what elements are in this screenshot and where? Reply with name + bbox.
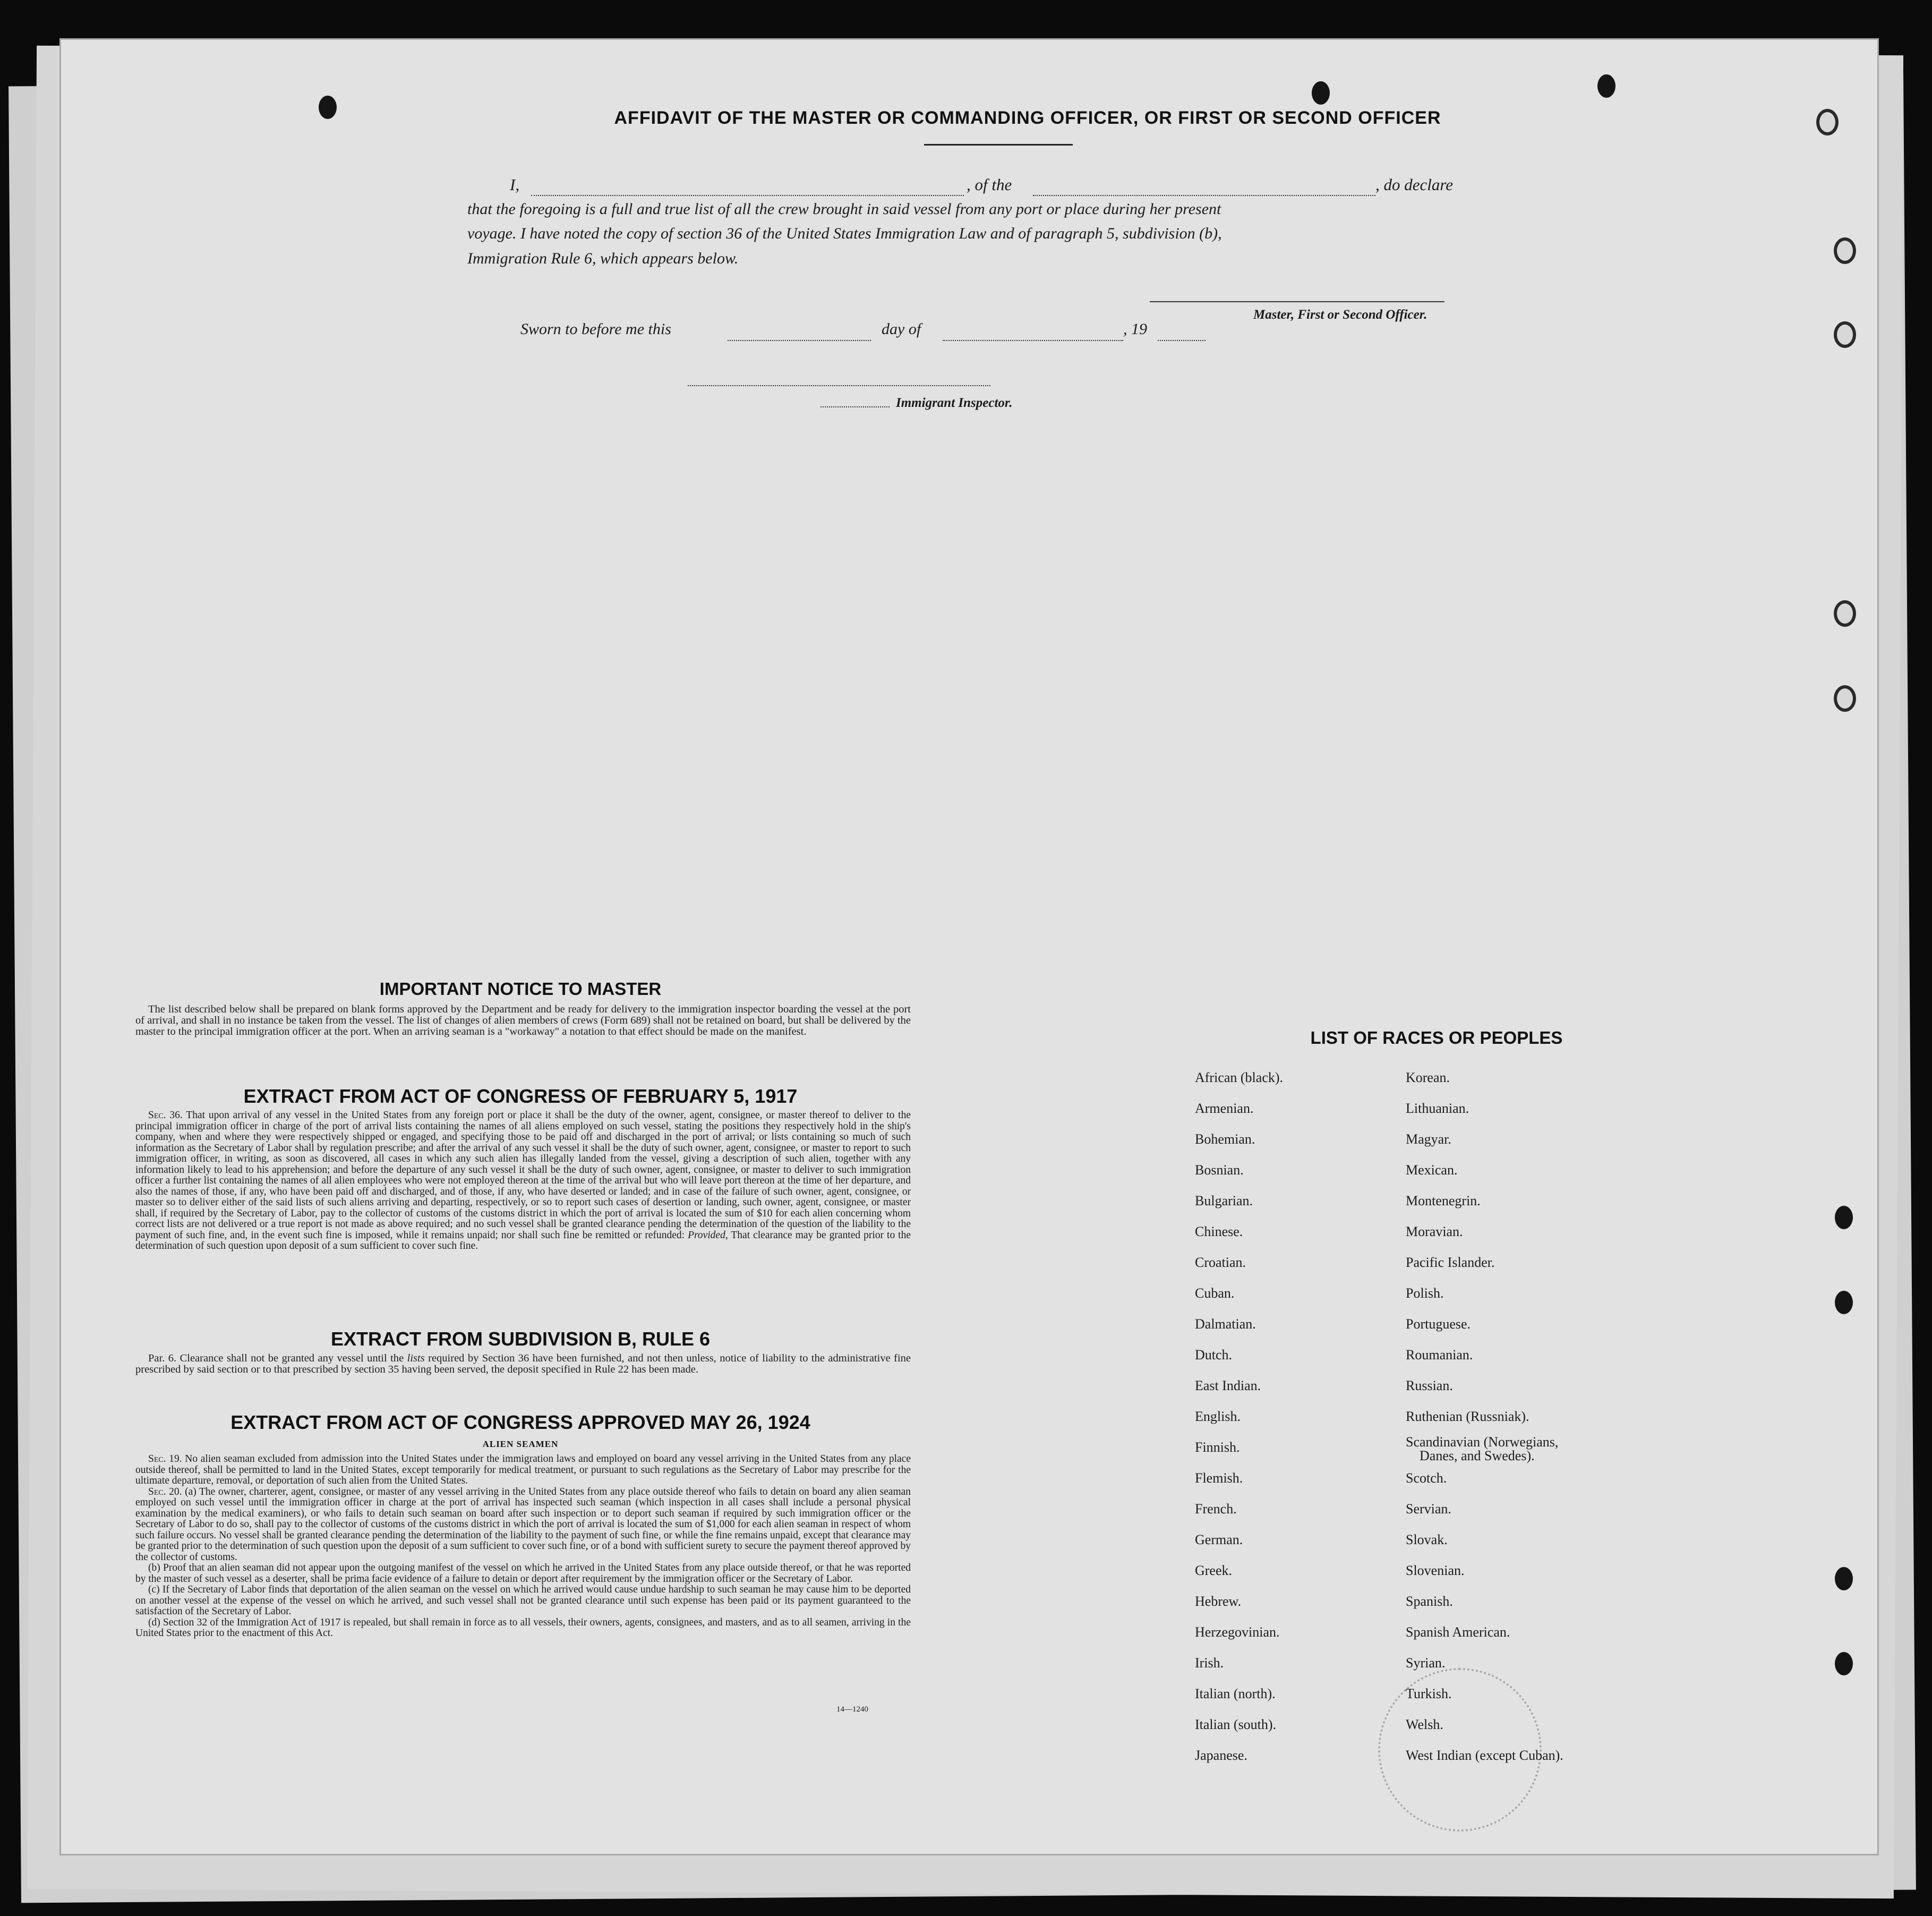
race-item: Pacific Islander. <box>1406 1255 1495 1270</box>
race-item: Armenian. <box>1195 1101 1254 1116</box>
race-item: Moravian. <box>1406 1224 1463 1239</box>
sec-20-label: Sec. 20. <box>148 1486 182 1497</box>
sworn-day-blank <box>728 340 871 341</box>
race-item: Polish. <box>1406 1285 1444 1301</box>
race-item: Croatian. <box>1195 1255 1246 1270</box>
subdivision-text <box>135 1353 911 1375</box>
race-item: Bosnian. <box>1195 1162 1244 1178</box>
race-item: Slovak. <box>1406 1532 1448 1547</box>
race-item: Bulgarian. <box>1195 1193 1253 1208</box>
punch-hole <box>1597 74 1615 98</box>
race-item: Montenegrin. <box>1406 1193 1481 1208</box>
punch-hole <box>1835 1567 1853 1590</box>
affidavit-line-3: voyage. I have noted the copy of section 36 of the United States Immigration Law and of paragraph 5, subdivision (b), <box>467 225 1222 242</box>
race-item: Herzegovinian. <box>1195 1624 1280 1640</box>
race-item: Scotch. <box>1406 1470 1447 1486</box>
par-6-end: required by Section 36 have been furnished, and not then unless, notice of liability to the administrative fine prescribed by said section or to that prescribed by section 35 having been served, the deposit specified in Rule 22 has been made. <box>135 1352 911 1375</box>
race-item: West Indian (except Cuban). <box>1406 1748 1563 1763</box>
document-page <box>61 40 1877 1854</box>
punch-hole <box>1835 1206 1853 1229</box>
race-item: African (black). <box>1195 1070 1284 1085</box>
race-item-continued: Danes, and Swedes). <box>1420 1448 1535 1463</box>
punch-hole <box>1834 237 1856 264</box>
race-item: Ruthenian (Russniak). <box>1406 1409 1529 1424</box>
race-item: Dutch. <box>1195 1347 1233 1363</box>
race-item: Bohemian. <box>1195 1131 1255 1147</box>
race-item: Greek. <box>1195 1563 1233 1578</box>
race-item: Welsh. <box>1406 1717 1443 1732</box>
sworn-month-blank <box>943 340 1123 341</box>
punch-hole <box>1835 1652 1853 1675</box>
par-6-start: Par. 6. Clearance shall not be granted any vessel until the <box>148 1352 404 1364</box>
race-item: Lithuanian. <box>1406 1101 1469 1116</box>
affidavit-do-declare: , do declare <box>1375 175 1454 194</box>
affidavit-of-the: , of the <box>967 175 1012 194</box>
extract-1917-text <box>135 1110 911 1252</box>
name-blank <box>531 195 964 196</box>
form-number: 14—1240 <box>836 1705 868 1714</box>
race-item: Dalmatian. <box>1195 1316 1256 1332</box>
race-item: Cuban. <box>1195 1285 1235 1301</box>
race-item: Italian (south). <box>1195 1717 1277 1732</box>
race-item: Russian. <box>1406 1378 1453 1393</box>
sec-19-body: No alien seaman excluded from admission into the United States under the immigration laws and employed on board any vessel arriving in the United States from any place outside thereof, shall be permitted to land in the United States, except temporarily for medical treatment, or pursuant to such regulations as the Secretary of Labor may prescribe for the ultimate departure, removal, or deportation of such alien from the United States. <box>135 1453 911 1486</box>
notice-title: IMPORTANT NOTICE TO MASTER <box>379 979 662 999</box>
inspector-signature-line <box>688 385 990 386</box>
race-item: Turkish. <box>1406 1686 1452 1701</box>
inspector-label: Immigrant Inspector. <box>896 396 1013 410</box>
sec-20a-body: (a) The owner, charterer, agent, consignee, or master of any vessel arriving in the United States from any place outside thereof who fails to detain on board any alien seaman employed on such vessel until the immigration officer in charge at the port of arrival has inspected such seaman (which inspection in all cases shall include a personal physical examination by the medical examiners), or who fails to detain such seaman on board after such inspection or to deport such seaman if required by such immigration officer or the Secretary of Labor to do so, shall pay to the collector of customs of the customs district in which the port of arrival is located the sum of $1,000 for each alien seaman in respect of whom such failure occurs. No vessel shall be granted clearance pending the determination of the liability to the payment of such fine, or while the fine remains unpaid, except that clearance may be granted prior to the determination of such question upon the deposit of a sum sufficient to cover such fine, or of a bond with sufficient surety to secure the payment thereof approved by the collector of customs. <box>135 1486 911 1563</box>
race-item: Chinese. <box>1195 1224 1243 1239</box>
extract-1924-title: EXTRACT FROM ACT OF CONGRESS APPROVED MAY 26, 1924 <box>230 1411 810 1433</box>
race-item: Slovenian. <box>1406 1563 1465 1578</box>
race-item: French. <box>1195 1501 1237 1517</box>
sec-36-end: That clearance may be granted prior to the determination of such question upon deposit of a sum sufficient to cover such fine. <box>135 1229 911 1251</box>
sec-20c: (c) If the Secretary of Labor finds that deportation of the alien seaman on the vessel on which he arrived would cause undue hardship to such seaman he may cause him to be deported on another vessel at the expense of the vessel on which he arrived, and such vessel shall not be granted clearance until such expense has been paid or its payment guaranteed to the satisfaction of the Secretary of Labor. <box>135 1584 911 1617</box>
race-item: Irish. <box>1195 1655 1224 1671</box>
notice-text <box>135 1004 911 1037</box>
inspector-short-line <box>820 406 890 407</box>
provided-word: Provided, <box>688 1229 728 1241</box>
year-text: , 19 <box>1123 320 1147 338</box>
extract-1917-title: EXTRACT FROM ACT OF CONGRESS OF FEBRUARY 5, 1917 <box>243 1085 798 1107</box>
race-item: Finnish. <box>1195 1440 1240 1455</box>
day-of-text: day of <box>882 320 921 338</box>
punch-hole <box>1834 600 1856 627</box>
punch-hole <box>1312 81 1330 105</box>
affidavit-line-4: Immigration Rule 6, which appears below. <box>467 250 739 267</box>
sec-19-label: Sec. 19. <box>148 1453 182 1464</box>
vessel-blank <box>1033 195 1375 196</box>
title-underline <box>924 144 1073 146</box>
race-item: Servian. <box>1406 1501 1451 1517</box>
race-item: Hebrew. <box>1195 1594 1242 1609</box>
alien-seamen-subtitle: ALIEN SEAMEN <box>482 1439 559 1449</box>
master-signature-line <box>1150 301 1444 302</box>
race-item: Magyar. <box>1406 1131 1451 1147</box>
punch-hole <box>1816 109 1839 135</box>
affidavit-title: AFFIDAVIT OF THE MASTER OR COMMANDING OFFICER, OR FIRST OR SECOND OFFICER <box>614 108 1441 128</box>
sec-20d: (d) Section 32 of the Immigration Act of 1917 is repealed, but shall remain in force as to all vessels, their owners, agents, consignees, and masters, and as to all seamen, arriving in the United States prior to the enactment of this Act. <box>135 1616 911 1639</box>
race-item: Mexican. <box>1406 1162 1458 1178</box>
year-blank <box>1158 340 1206 341</box>
race-item: English. <box>1195 1409 1241 1424</box>
master-label: Master, First or Second Officer. <box>1253 308 1427 322</box>
sec-36-body: That upon arrival of any vessel in the United States from any foreign port or place it shall be the duty of the owner, agent, consignee, or master thereof to deliver to the principal immigration officer in charge of the port of arrival lists containing the names of all aliens employed on such vessel, stating the positions they respectively hold in the ship's company, when and where they were respectively shipped or engaged, and specifying those to be paid off and discharged in the port of arrival; or lists containing so much of such information as the Secretary of Labor shall by regulation prescribe; and after the arrival of any such vessel it shall be the duty of such owner, agent, consignee, or master to report to such immigration officer, in writing, as soon as discovered, all cases in which any such alien has illegally landed from the vessel, giving a description of such alien, together with any information likely to lead to his apprehension; and before the departure of any such vessel it shall be the duty of such owner, agent, consignee, or master to deliver to such immigration officer a further list containing the names of all alien employees who were not employed thereon at the time of the arrival but who will leave port thereon at the time of her departure, and also the names of those, if any, who have been paid off and discharged, and of those, if any, who have deserted or landed; and in case of the failure of such owner, agent, consignee, or master so to deliver either of the said lists of such aliens arriving and departing, respectively, or so to report such cases of desertion or landing, such owner, agent, consignee, or master shall, if required by the Secretary of Labor, pay to the collector of customs of the customs district in which the port of arrival is located the sum of $10 for each alien concerning whom correct lists are not delivered or a true report is not made as above required; and no such vessel shall be granted clearance pending the determination of the question of the liability to the payment of such fine, and, in the event such fine is imposed, while it remains unpaid; nor shall such fine be remitted or refunded: <box>135 1110 911 1241</box>
subdivision-title: EXTRACT FROM SUBDIVISION B, RULE 6 <box>330 1328 711 1350</box>
punch-hole <box>1835 1291 1853 1314</box>
sec-36-label: Sec. 36. <box>148 1110 183 1121</box>
punch-hole <box>319 96 337 119</box>
sworn-text: Sworn to before me this <box>520 320 671 338</box>
race-item: Syrian. <box>1406 1655 1446 1671</box>
race-item: Spanish American. <box>1406 1624 1510 1640</box>
race-item: Flemish. <box>1195 1470 1243 1486</box>
race-item: Italian (north). <box>1195 1686 1276 1701</box>
race-item: Roumanian. <box>1406 1347 1473 1363</box>
affidavit-line-2: that the foregoing is a full and true list of all the crew brought in said vessel from any port or place during her present <box>467 200 1221 218</box>
extract-1924-text <box>135 1454 911 1639</box>
race-item: Japanese. <box>1195 1748 1247 1763</box>
punch-hole <box>1834 321 1856 348</box>
sec-20b: (b) Proof that an alien seaman did not appear upon the outgoing manifest of the vessel on which he arrived in the United States from any place outside thereof, or that he was reported by the master of such vessel as a deserter, shall be prima facie evidence of a failure to detain or deport after requirement by the immigration officer or the Secretary of Labor. <box>135 1562 911 1585</box>
race-item: Spanish. <box>1406 1594 1453 1609</box>
race-item: German. <box>1195 1532 1243 1547</box>
notice-paragraph: The list described below shall be prepared on blank forms approved by the Department and be ready for delivery to the immigration inspector boarding the vessel at the port of arrival, and shall in no instance be taken from the vessel. The list of changes of alien members of crews (Form 689) shall not be retained on board, but shall be delivered by the master to the principal immigration officer at the port. When an arriving seaman is a "workaway" a notation to that effect should be made on the manifest. <box>135 1003 911 1037</box>
races-title: LIST OF RACES OR PEOPLES <box>1310 1028 1563 1048</box>
affidavit-i: I, <box>510 175 520 194</box>
race-item: Korean. <box>1406 1070 1450 1085</box>
race-item: East Indian. <box>1195 1378 1261 1393</box>
race-item: Portuguese. <box>1406 1316 1471 1332</box>
race-item: Scandinavian (Norwegians, <box>1406 1434 1559 1450</box>
punch-hole <box>1834 685 1856 712</box>
lists-word: lists <box>407 1352 425 1364</box>
